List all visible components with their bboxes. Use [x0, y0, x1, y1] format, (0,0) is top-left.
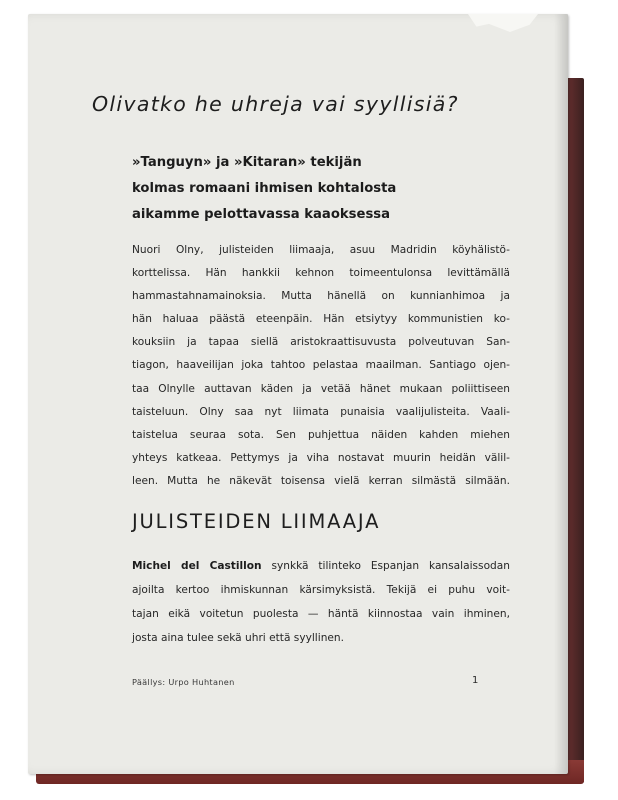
- synopsis-line: taisteluun. Olny saa nyt liimata punaisia vaalijulisteita. Vaali-: [132, 405, 510, 418]
- lead-line: kolmas romaani ihmisen kohtalosta: [132, 181, 397, 196]
- lead-line: aikamme pelottavassa kaaoksessa: [132, 207, 391, 222]
- tagline: Olivatko he uhreja vai syyllisiä?: [92, 92, 459, 116]
- author-line: [132, 554, 510, 578]
- synopsis-paragraph: [132, 239, 510, 493]
- synopsis-line: hän haluaa päästä eteenpäin. Hän etsiytyy kommunistien ko-: [132, 313, 510, 326]
- synopsis-line: hammastahnamainoksia. Mutta hänellä on kunnianhimoa ja: [132, 290, 510, 303]
- author-paragraph: [132, 554, 510, 650]
- synopsis-line: tiagon, haaveilijan joka tahtoo pelastaa maailman. Santiago ojen-: [132, 359, 510, 372]
- book-title-heading: JULISTEIDEN LIIMAAJA: [132, 510, 381, 533]
- lead-block: [132, 150, 396, 228]
- synopsis-line: korttelissa. Hän hankkii kehnon toimeentulonsa levittämällä: [132, 267, 510, 280]
- synopsis-line: yhteys katkeaa. Pettymys ja viha nostavat muurin heidän välil-: [132, 451, 510, 464]
- author-name: Michel del Castillon: [132, 560, 262, 572]
- synopsis-line: Nuori Olny, julisteiden liimaaja, asuu Madridin köyhälistö-: [132, 244, 510, 256]
- synopsis-line: kouksiin ja tapaa siellä aristokraattisuvusta polveutuvan San-: [132, 336, 510, 349]
- page-number: 1: [472, 675, 479, 686]
- synopsis-line: taistelua seuraa sota. Sen puhjettua näiden kahden miehen: [132, 428, 510, 441]
- author-line: tajan eikä voitetun puolesta — häntä kiinnostaa vain ihminen,: [132, 608, 510, 620]
- lead-line: »Tanguyn» ja »Kitaran» tekijän: [132, 155, 362, 170]
- author-line: ajoilta kertoo ihmiskunnan kärsimyksistä. Tekijä ei puhu voit-: [132, 584, 510, 596]
- synopsis-line: leen. Mutta he näkevät toisensa vielä kerran silmästä silmään.: [132, 474, 510, 487]
- author-line-rest: synkkä tilinteko Espanjan kansalaissodan: [261, 560, 510, 572]
- cover-credit: Päällys: Urpo Huhtanen: [132, 677, 235, 687]
- author-line: josta aina tulee sekä uhri että syyllinen.: [132, 632, 345, 644]
- jacket-tear: [468, 14, 538, 32]
- jacket-fold-shading: [554, 14, 568, 774]
- synopsis-line: taa Olnylle auttavan käden ja vetää hänet mukaan poliittiseen: [132, 382, 510, 395]
